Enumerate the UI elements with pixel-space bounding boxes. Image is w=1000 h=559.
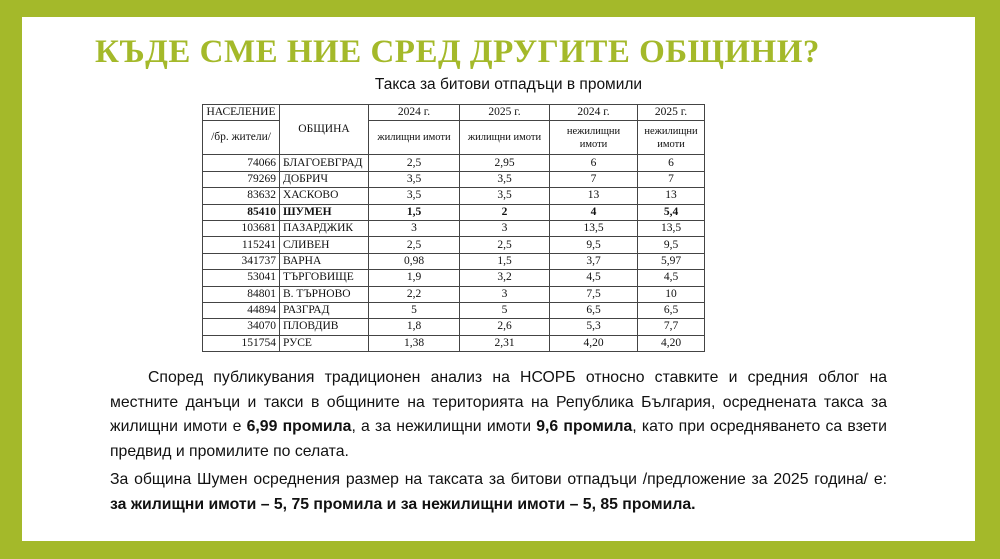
population-cell: 53041 (203, 270, 280, 286)
table-row (203, 270, 705, 286)
nonresidential-2025-cell: 4,20 (638, 335, 705, 351)
population-cell: 85410 (203, 204, 280, 220)
shumen-proposal: за жилищни имоти – 5, 75 промила и за нежилищни имоти – 5, 85 промила. (110, 495, 696, 513)
nonresidential-2025-cell: 4,5 (638, 270, 705, 286)
population-cell: 74066 (203, 155, 280, 171)
table-row (203, 155, 705, 171)
header-nonresidential-2024: нежилищни имоти (550, 121, 638, 155)
header-nonresidential-2025: нежилищни имоти (638, 121, 705, 155)
population-cell: 115241 (203, 237, 280, 253)
municipality-cell: ТЪРГОВИЩЕ (280, 270, 369, 286)
table-row (203, 171, 705, 187)
residential-2025-cell: 2,6 (460, 319, 550, 335)
table-row (203, 319, 705, 335)
header-row (203, 121, 705, 155)
municipality-cell: ШУМЕН (280, 204, 369, 220)
residential-2024-cell: 1,38 (369, 335, 460, 351)
municipality-cell: В. ТЪРНОВО (280, 286, 369, 302)
residential-2025-cell: 2 (460, 204, 550, 220)
nonresidential-2025-cell: 13 (638, 188, 705, 204)
residential-2024-cell: 3,5 (369, 171, 460, 187)
nonresidential-2025-cell: 6 (638, 155, 705, 171)
residential-2024-cell: 5 (369, 302, 460, 318)
nonresidential-2025-cell: 13,5 (638, 220, 705, 236)
municipality-cell: ХАСКОВО (280, 188, 369, 204)
nonresidential-2025-cell: 7 (638, 171, 705, 187)
residential-2025-cell: 3 (460, 286, 550, 302)
residential-2024-cell: 2,5 (369, 155, 460, 171)
residential-2024-cell: 2,5 (369, 237, 460, 253)
population-cell: 151754 (203, 335, 280, 351)
residential-2024-cell: 1,5 (369, 204, 460, 220)
nonresidential-2025-cell: 6,5 (638, 302, 705, 318)
population-cell: 84801 (203, 286, 280, 302)
nonresidential-2024-cell: 13 (550, 188, 638, 204)
residential-2024-cell: 0,98 (369, 253, 460, 269)
header-population-unit: /бр. жители/ (203, 121, 280, 155)
residential-2025-cell: 2,31 (460, 335, 550, 351)
municipality-cell: РУСЕ (280, 335, 369, 351)
municipality-cell: СЛИВЕН (280, 237, 369, 253)
header-population: НАСЕЛЕНИЕ (203, 105, 280, 121)
nonresidential-2024-cell: 7,5 (550, 286, 638, 302)
nonresidential-2024-cell: 13,5 (550, 220, 638, 236)
header-year-2024-res: 2024 г. (369, 105, 460, 121)
nonresidential-2025-cell: 5,4 (638, 204, 705, 220)
municipality-cell: ПАЗАРДЖИК (280, 220, 369, 236)
fee-table (202, 104, 705, 352)
municipality-cell: ВАРНА (280, 253, 369, 269)
table-row (203, 220, 705, 236)
residential-2024-cell: 3,5 (369, 188, 460, 204)
residential-2025-cell: 3,5 (460, 188, 550, 204)
paragraph-text: , като при осредняването са взети предвид и промилите по селата. (110, 418, 887, 460)
population-cell: 44894 (203, 302, 280, 318)
header-residential-2025: жилищни имоти (460, 121, 550, 155)
nonresidential-2024-cell: 7 (550, 171, 638, 187)
nonresidential-2025-cell: 7,7 (638, 319, 705, 335)
table-row (203, 237, 705, 253)
nonresidential-2024-cell: 4 (550, 204, 638, 220)
residential-2024-cell: 2,2 (369, 286, 460, 302)
paragraph-text: За община Шумен осреднения размер на таксата за битови отпадъци /предложение за 2025 година/ е: (110, 471, 887, 488)
table-row (203, 253, 705, 269)
municipality-cell: БЛАГОЕВГРАД (280, 155, 369, 171)
population-cell: 341737 (203, 253, 280, 269)
header-row (203, 105, 705, 121)
residential-2025-cell: 5 (460, 302, 550, 318)
analysis-paragraph (110, 366, 887, 464)
nonresidential-average: 9,6 промила (536, 418, 633, 435)
residential-2025-cell: 3,2 (460, 270, 550, 286)
table-row (203, 302, 705, 318)
table-caption: Такса за битови отпадъци в промили (374, 76, 643, 93)
nonresidential-2025-cell: 9,5 (638, 237, 705, 253)
residential-2025-cell: 3 (460, 220, 550, 236)
nonresidential-2024-cell: 4,20 (550, 335, 638, 351)
nonresidential-2025-cell: 10 (638, 286, 705, 302)
header-municipality: ОБЩИНА (280, 105, 369, 155)
nonresidential-2024-cell: 4,5 (550, 270, 638, 286)
nonresidential-2024-cell: 9,5 (550, 237, 638, 253)
municipality-cell: ДОБРИЧ (280, 171, 369, 187)
residential-2025-cell: 2,95 (460, 155, 550, 171)
paragraph-text: Според публикувания традиционен анализ на НСОРБ относно ставките и средния облог на местните данъци и такси в общините на територията на Република България, осреднената такса за жилищни имоти е (110, 369, 887, 435)
nonresidential-2024-cell: 3,7 (550, 253, 638, 269)
header-residential-2024: жилищни имоти (369, 121, 460, 155)
residential-2024-cell: 1,9 (369, 270, 460, 286)
paragraph-text: , а за нежилищни имоти (351, 418, 537, 435)
residential-2025-cell: 2,5 (460, 237, 550, 253)
table-row (203, 286, 705, 302)
table-row (203, 188, 705, 204)
population-cell: 103681 (203, 220, 280, 236)
header-year-2025-nonres: 2025 г. (638, 105, 705, 121)
header-year-2025-res: 2025 г. (460, 105, 550, 121)
page-title: КЪДЕ СМЕ НИЕ СРЕД ДРУГИТЕ ОБЩИНИ? (95, 34, 820, 70)
residential-average: 6,99 промила (246, 418, 352, 435)
residential-2025-cell: 3,5 (460, 171, 550, 187)
nonresidential-2024-cell: 5,3 (550, 319, 638, 335)
population-cell: 83632 (203, 188, 280, 204)
nonresidential-2024-cell: 6,5 (550, 302, 638, 318)
residential-2025-cell: 1,5 (460, 253, 550, 269)
table-row (203, 204, 705, 220)
municipality-cell: ПЛОВДИВ (280, 319, 369, 335)
table-row (203, 335, 705, 351)
municipality-cell: РАЗГРАД (280, 302, 369, 318)
slide (22, 17, 975, 541)
nonresidential-2024-cell: 6 (550, 155, 638, 171)
header-year-2024-nonres: 2024 г. (550, 105, 638, 121)
population-cell: 79269 (203, 171, 280, 187)
residential-2024-cell: 1,8 (369, 319, 460, 335)
nonresidential-2025-cell: 5,97 (638, 253, 705, 269)
shumen-paragraph (110, 468, 887, 517)
population-cell: 34070 (203, 319, 280, 335)
residential-2024-cell: 3 (369, 220, 460, 236)
